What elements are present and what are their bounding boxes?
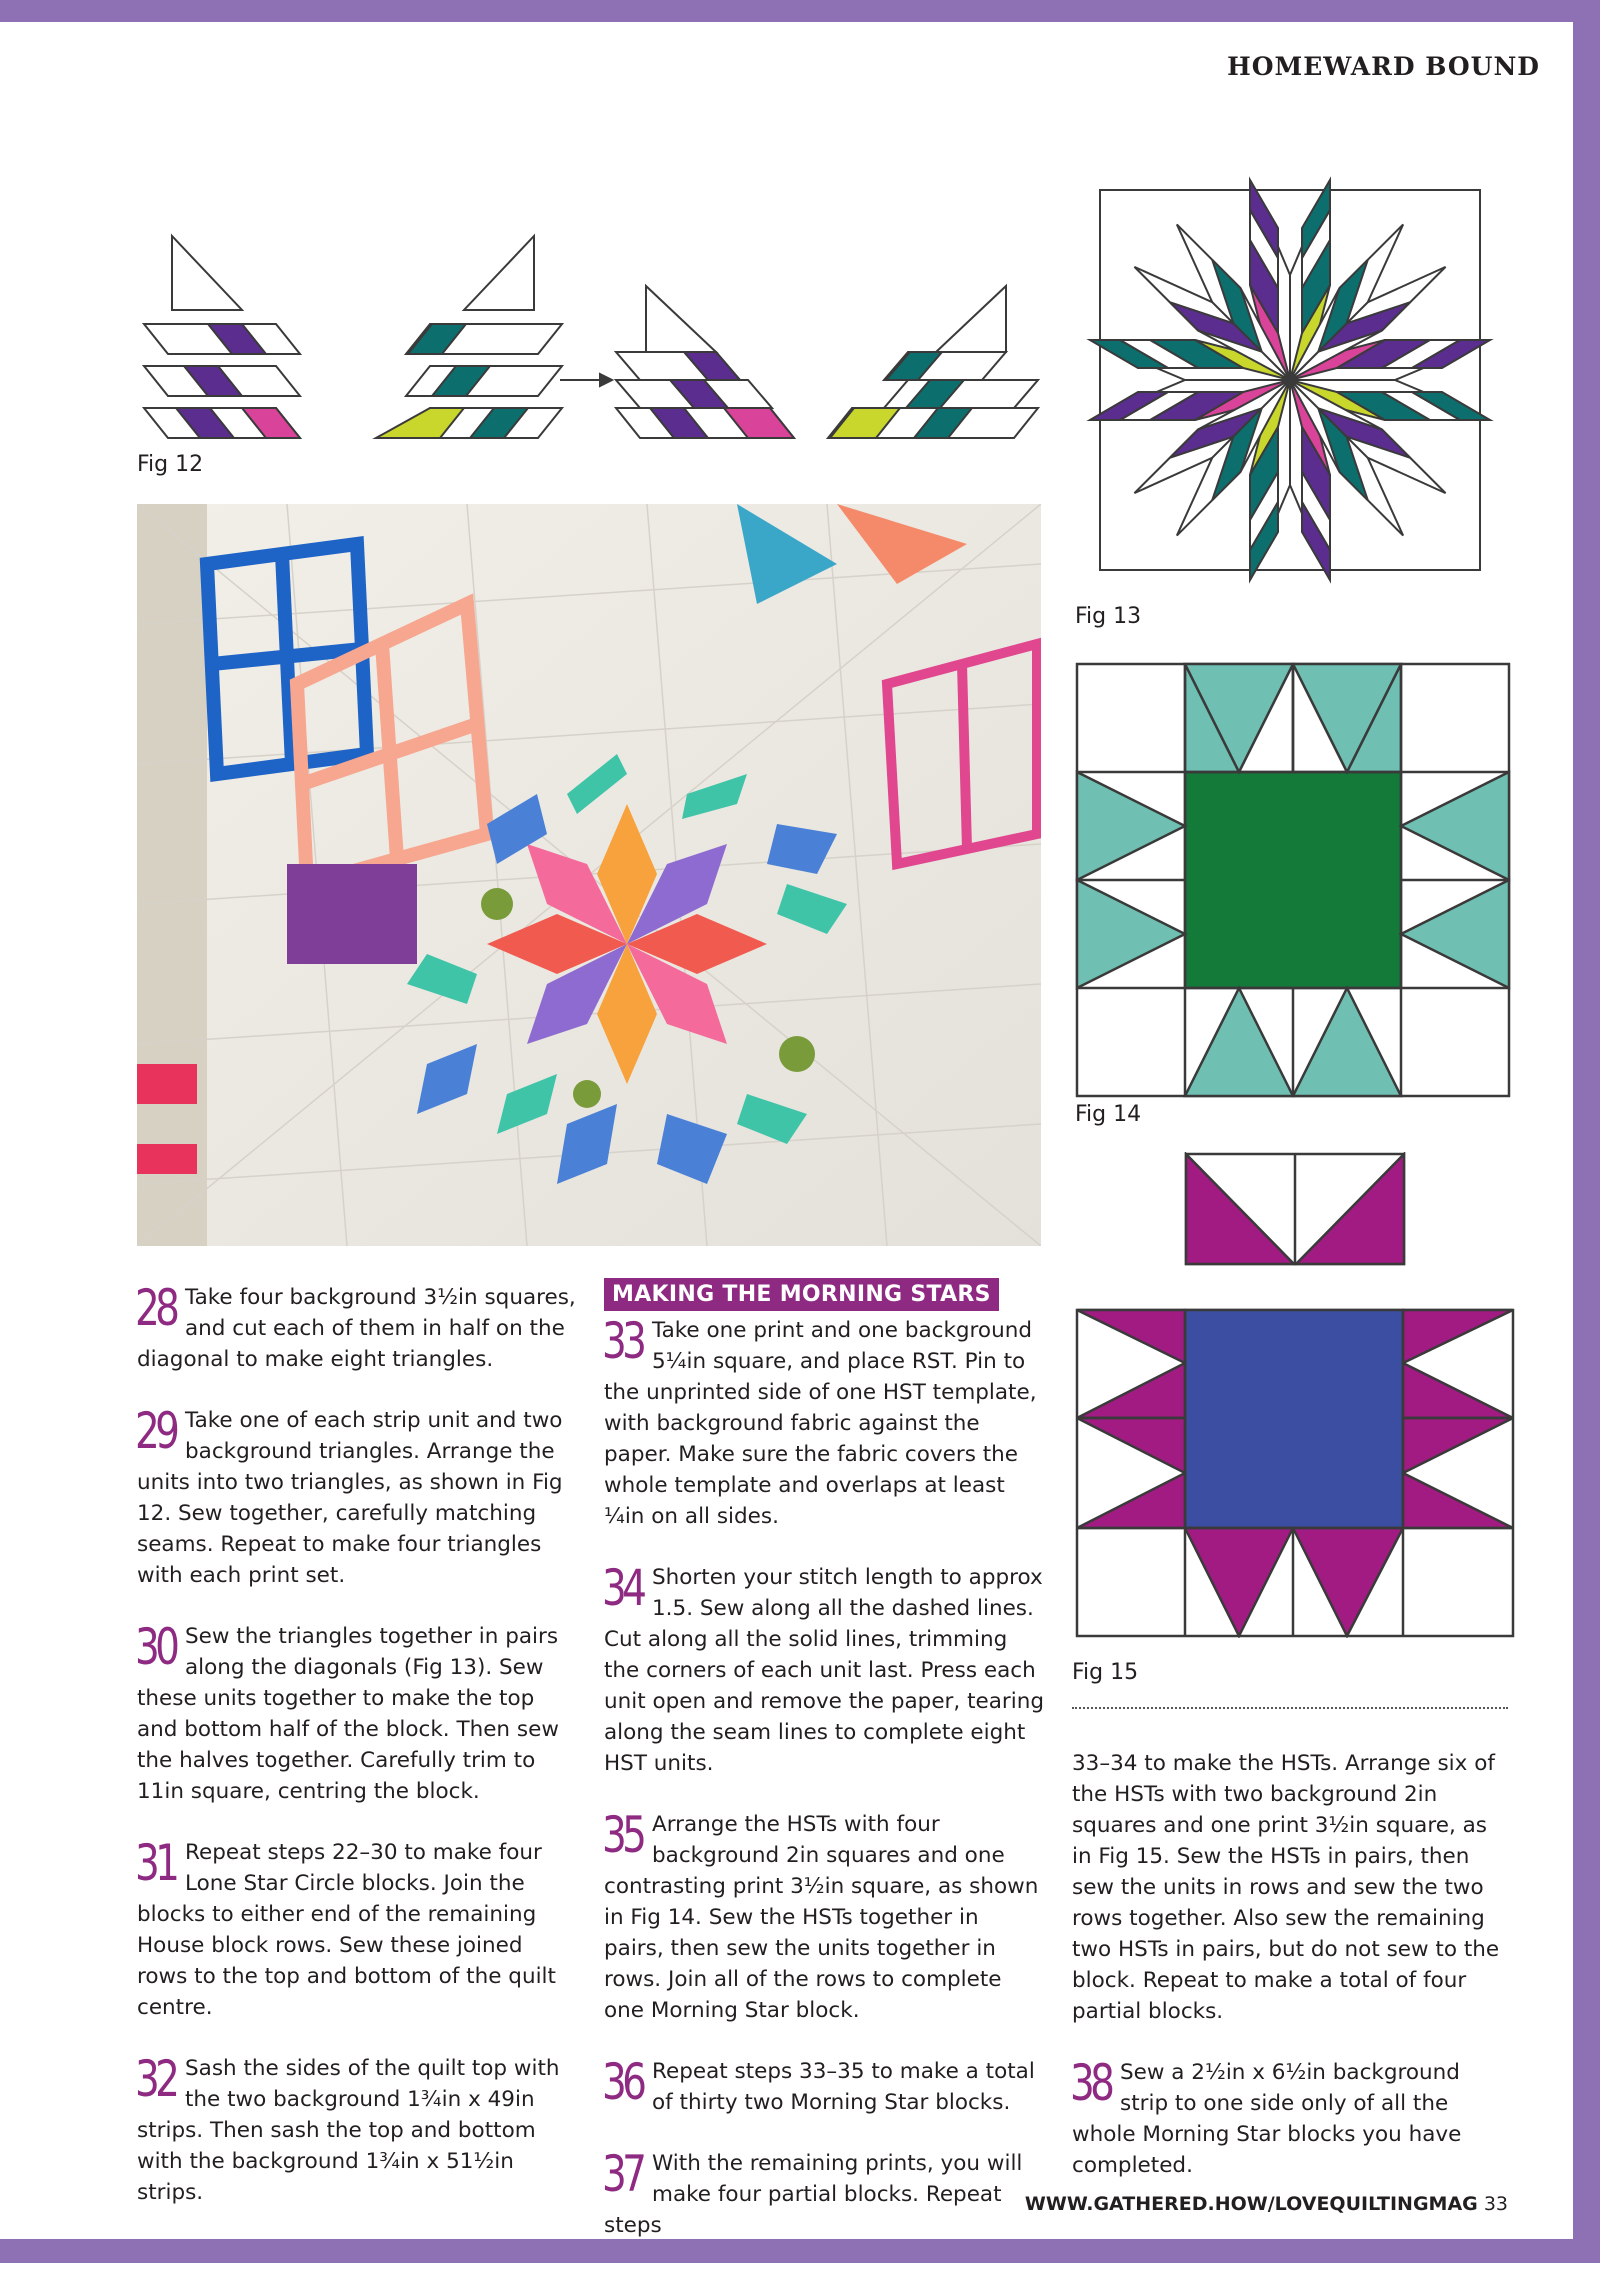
step-number: 35: [602, 1806, 643, 1864]
step-text: Take one print and one background 5¼in square, and place RST. Pin to the unprinted side of one HST template, with background fabric against the paper. Make sure the fabric covers the whole template and overlaps at least ¼in on all sides.: [604, 1318, 1037, 1529]
column-divider: [1072, 1707, 1508, 1709]
step-text: Repeat steps 22–30 to make four Lone Star Circle blocks. Join the blocks to either end of the remaining House block rows. Sew these joined rows to the top and bottom of the quilt centre.: [137, 1840, 556, 2020]
step-number: 30: [135, 1618, 176, 1676]
step-text: 33–34 to make the HSTs. Arrange six of the HSTs with two background 2in squares and one print 3½in square, as in Fig 15. Sew the HSTs in pairs, then sew the units in rows and sew the two rows together. Also sew the remaining two HSTs in pairs, but do not sew to the block. Repeat to make a total of four partial blocks.: [1072, 1751, 1500, 2024]
step-32: [135, 2050, 577, 2208]
fig15-label: Fig 15: [1072, 1660, 1139, 1685]
text-column-3: [1072, 1748, 1512, 2211]
footer-url: WWW.GATHERED.HOW/LOVEQUILTINGMAG: [1024, 2193, 1478, 2215]
step-33: [602, 1312, 1044, 1532]
step-number: 34: [602, 1559, 643, 1617]
text-column-1: [135, 1279, 577, 2238]
step-text: With the remaining prints, you will make four partial blocks. Repeat steps: [604, 2151, 1023, 2238]
step-text: Sash the sides of the quilt top with the two background 1¾in x 49in strips. Then sash the top and bottom with the background 1¾in x 51½in strips.: [137, 2056, 560, 2205]
step-number: 37: [602, 2145, 643, 2203]
fig12-label: Fig 12: [137, 452, 204, 477]
step-text: Sew a 2½in x 6½in background strip to one side only of all the whole Morning Star blocks you have completed.: [1072, 2060, 1462, 2178]
quilt-photo: [137, 504, 1041, 1246]
fig14-diagram: [1075, 662, 1511, 1098]
page-number: 33: [1483, 2193, 1508, 2215]
step-number: 31: [135, 1834, 176, 1892]
step-number: 33: [602, 1312, 643, 1370]
step-36: [602, 2053, 1044, 2118]
fig15-diagram: [1075, 1308, 1515, 1638]
step-number: 29: [135, 1402, 176, 1460]
fig14-label: Fig 14: [1075, 1102, 1142, 1127]
step-text: Shorten your stitch length to approx 1.5. Sew along all the dashed lines. Cut along all the solid lines, trimming the corners of each unit last. Press each unit open and remove the paper, tearing along the seam lines to complete eight HST units.: [604, 1565, 1044, 1776]
step-31: [135, 1834, 577, 2023]
page-footer: [1025, 2193, 1508, 2215]
step-text: Arrange the HSTs with four background 2in squares and one contrasting print 3½in square, as shown in Fig 14. Sew the HSTs together in pairs, then sew the units together in rows. Join all of the rows to complete one Morning Star block.: [604, 1812, 1039, 2023]
step-text: Repeat steps 33–35 to make a total of thirty two Morning Star blocks.: [652, 2059, 1035, 2115]
step-number: 38: [1070, 2054, 1111, 2112]
step-text: Take four background 3½in squares, and cut each of them in half on the diagonal to make eight triangles.: [137, 1285, 576, 1372]
step-29: [135, 1402, 577, 1591]
fig13-diagram: [1060, 150, 1520, 610]
step-number: 36: [602, 2053, 643, 2111]
step-text: Sew the triangles together in pairs along the diagonals (Fig 13). Sew these units together to make the top and bottom half of the block. Then sew the halves together. Carefully trim to 11in square, centring the block.: [137, 1624, 559, 1804]
step-number: 28: [135, 1279, 176, 1337]
fig13-label: Fig 13: [1075, 604, 1142, 629]
step-34: [602, 1559, 1044, 1779]
step-number: 32: [135, 2050, 176, 2108]
section-heading: MAKING THE MORNING STARS: [604, 1278, 999, 1311]
text-column-2: [604, 1278, 1044, 2271]
step-28: [135, 1279, 577, 1375]
fig15-partial-pair: [1184, 1152, 1406, 1266]
step-text: Take one of each strip unit and two background triangles. Arrange the units into two triangles, as shown in Fig 12. Sew together, carefully matching seams. Repeat to make four triangles with each print set.: [137, 1408, 563, 1588]
step-35: [602, 1806, 1044, 2026]
page-frame-top: [0, 0, 1600, 22]
step-38: [1070, 2054, 1512, 2181]
step-37: [602, 2145, 1044, 2241]
page-frame-right: [1573, 0, 1600, 2263]
running-header: HOMEWARD BOUND: [1227, 52, 1540, 81]
step-30: [135, 1618, 577, 1807]
step-37-continued: [1072, 1748, 1512, 2027]
fig12-diagram: [130, 228, 1050, 448]
